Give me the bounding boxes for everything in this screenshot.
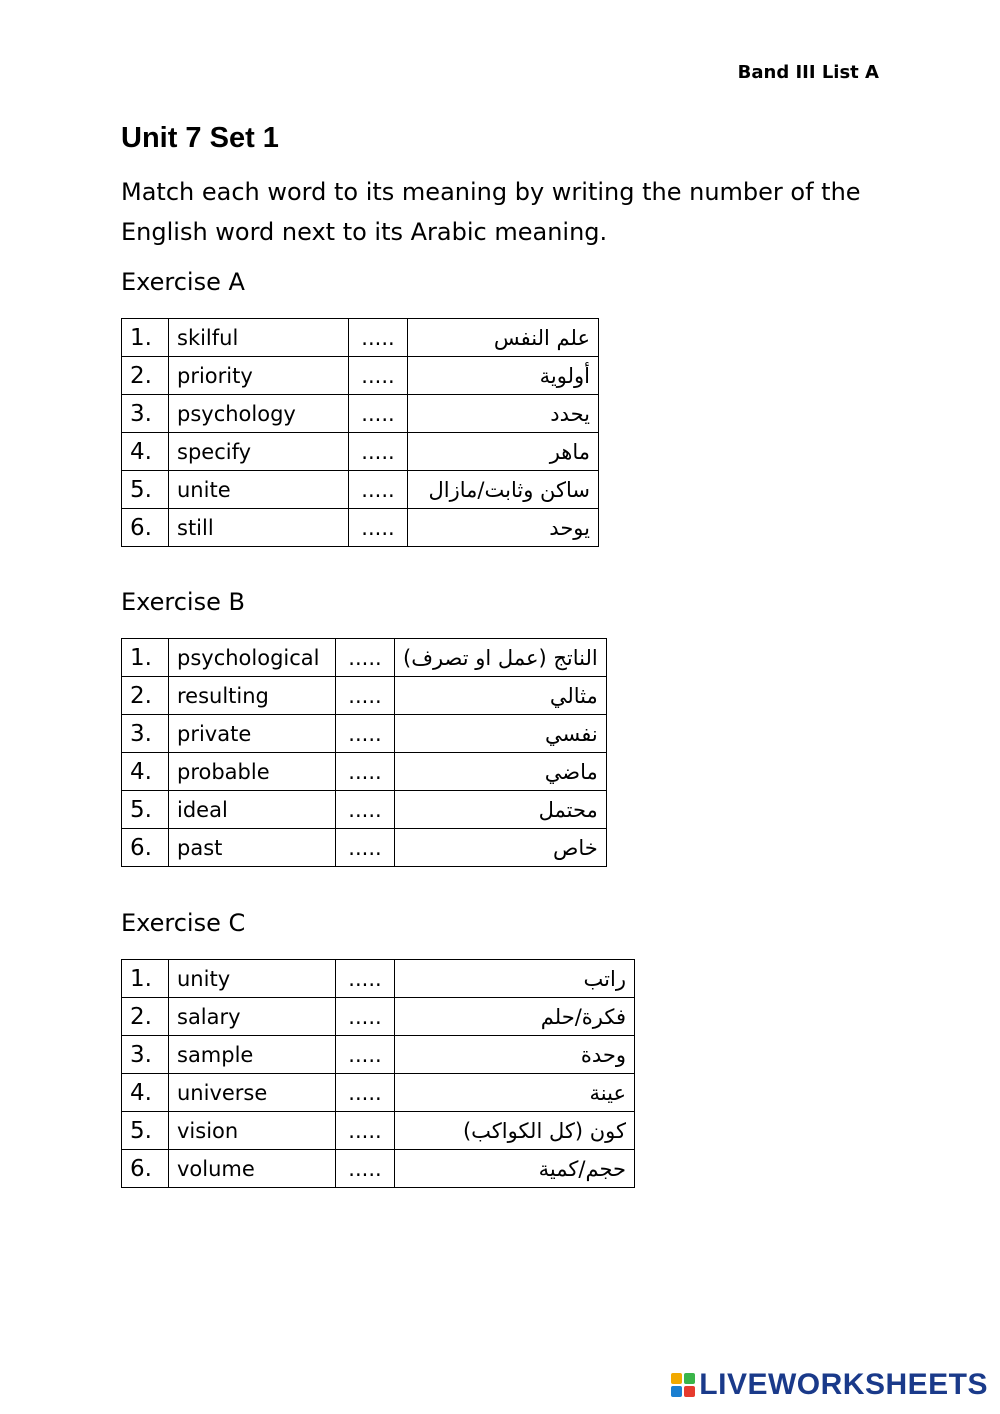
exercise-a-table — [121, 318, 599, 547]
answer-blank[interactable]: ..... — [336, 1112, 395, 1150]
row-number: 3. — [122, 395, 169, 433]
row-number: 4. — [122, 753, 169, 791]
english-word: psychology — [169, 395, 349, 433]
arabic-meaning: خاص — [395, 829, 607, 867]
page-title: Unit 7 Set 1 — [121, 122, 279, 154]
logo-mark-icon — [671, 1373, 695, 1397]
exercise-c-table — [121, 959, 635, 1188]
table-row — [122, 1150, 635, 1188]
answer-blank[interactable]: ..... — [336, 960, 395, 998]
table-row — [122, 677, 607, 715]
row-number: 1. — [122, 960, 169, 998]
answer-blank[interactable]: ..... — [336, 639, 395, 677]
logo-text: LIVEWORKSHEETS — [699, 1368, 988, 1401]
table-row — [122, 433, 599, 471]
instructions-text: Match each word to its meaning by writing the number of the English word next to its Arabic meaning. — [121, 178, 861, 246]
arabic-meaning: يوحد — [408, 509, 599, 547]
english-word: probable — [169, 753, 336, 791]
table-row — [122, 471, 599, 509]
answer-blank[interactable]: ..... — [336, 829, 395, 867]
answer-blank[interactable]: ..... — [336, 715, 395, 753]
arabic-meaning: ماهر — [408, 433, 599, 471]
arabic-meaning: ماضي — [395, 753, 607, 791]
english-word: vision — [169, 1112, 336, 1150]
arabic-meaning: علم النفس — [408, 319, 599, 357]
english-word: still — [169, 509, 349, 547]
arabic-meaning: مثالي — [395, 677, 607, 715]
english-word: ideal — [169, 791, 336, 829]
arabic-meaning: ساكن وثابت/مازال — [408, 471, 599, 509]
answer-blank[interactable]: ..... — [349, 471, 408, 509]
logo-square-icon — [684, 1373, 695, 1384]
english-word: private — [169, 715, 336, 753]
english-word: skilful — [169, 319, 349, 357]
english-word: specify — [169, 433, 349, 471]
table-row — [122, 791, 607, 829]
answer-blank[interactable]: ..... — [336, 791, 395, 829]
english-word: unity — [169, 960, 336, 998]
table-row — [122, 1074, 635, 1112]
arabic-meaning: أولوية — [408, 357, 599, 395]
answer-blank[interactable]: ..... — [349, 509, 408, 547]
english-word: universe — [169, 1074, 336, 1112]
row-number: 3. — [122, 1036, 169, 1074]
arabic-meaning: نفسي — [395, 715, 607, 753]
arabic-meaning: وحدة — [395, 1036, 635, 1074]
english-word: salary — [169, 998, 336, 1036]
logo-square-icon — [671, 1373, 682, 1384]
logo-square-icon — [684, 1386, 695, 1397]
answer-blank[interactable]: ..... — [336, 1150, 395, 1188]
table-row — [122, 998, 635, 1036]
table-row — [122, 960, 635, 998]
row-number: 1. — [122, 319, 169, 357]
arabic-meaning: يحدد — [408, 395, 599, 433]
band-label: Band III List A — [737, 62, 879, 83]
table-row — [122, 319, 599, 357]
arabic-meaning: الناتج (عمل او تصرف) — [395, 639, 607, 677]
english-word: past — [169, 829, 336, 867]
row-number: 5. — [122, 791, 169, 829]
logo-square-icon — [671, 1386, 682, 1397]
english-word: unite — [169, 471, 349, 509]
row-number: 2. — [122, 998, 169, 1036]
table-row — [122, 357, 599, 395]
row-number: 3. — [122, 715, 169, 753]
table-row — [122, 395, 599, 433]
exercise-c-title: Exercise C — [121, 909, 246, 937]
arabic-meaning: فكرة/حلم — [395, 998, 635, 1036]
arabic-meaning: كون (كل الكواكب) — [395, 1112, 635, 1150]
table-row — [122, 715, 607, 753]
answer-blank[interactable]: ..... — [349, 433, 408, 471]
table-row — [122, 639, 607, 677]
arabic-meaning: محتمل — [395, 791, 607, 829]
row-number: 6. — [122, 1150, 169, 1188]
table-row — [122, 1112, 635, 1150]
answer-blank[interactable]: ..... — [336, 1036, 395, 1074]
arabic-meaning: راتب — [395, 960, 635, 998]
answer-blank[interactable]: ..... — [349, 319, 408, 357]
answer-blank[interactable]: ..... — [349, 357, 408, 395]
row-number: 2. — [122, 677, 169, 715]
row-number: 1. — [122, 639, 169, 677]
exercise-b-table — [121, 638, 607, 867]
row-number: 4. — [122, 1074, 169, 1112]
row-number: 4. — [122, 433, 169, 471]
answer-blank[interactable]: ..... — [336, 1074, 395, 1112]
exercise-b-title: Exercise B — [121, 588, 245, 616]
answer-blank[interactable]: ..... — [349, 395, 408, 433]
english-word: resulting — [169, 677, 336, 715]
row-number: 5. — [122, 1112, 169, 1150]
row-number: 2. — [122, 357, 169, 395]
english-word: priority — [169, 357, 349, 395]
english-word: volume — [169, 1150, 336, 1188]
english-word: psychological — [169, 639, 336, 677]
english-word: sample — [169, 1036, 336, 1074]
arabic-meaning: عينة — [395, 1074, 635, 1112]
row-number: 5. — [122, 471, 169, 509]
answer-blank[interactable]: ..... — [336, 753, 395, 791]
table-row — [122, 509, 599, 547]
table-row — [122, 829, 607, 867]
answer-blank[interactable]: ..... — [336, 998, 395, 1036]
exercise-a-title: Exercise A — [121, 268, 245, 296]
row-number: 6. — [122, 509, 169, 547]
answer-blank[interactable]: ..... — [336, 677, 395, 715]
row-number: 6. — [122, 829, 169, 867]
table-row — [122, 1036, 635, 1074]
liveworksheets-logo — [671, 1368, 988, 1402]
arabic-meaning: حجم/كمية — [395, 1150, 635, 1188]
table-row — [122, 753, 607, 791]
